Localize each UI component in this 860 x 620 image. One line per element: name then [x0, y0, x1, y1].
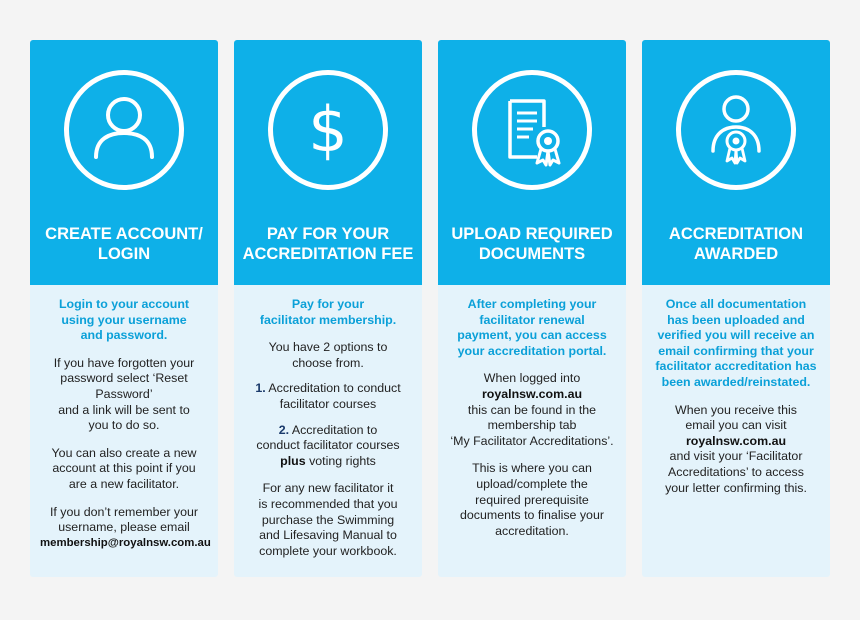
lead-text: Pay for your facilitator membership. [259, 297, 397, 327]
paragraph: You have 2 options to choose from. [268, 340, 388, 370]
user-icon [69, 75, 179, 185]
svg-text:$: $ [308, 93, 348, 166]
card-title: UPLOAD REQUIRED DOCUMENTS [451, 225, 613, 263]
card-body [642, 285, 830, 577]
card-title: ACCREDITATION AWARDED [668, 225, 804, 263]
option-2: 2. Accreditation to conduct facilitator courses plus voting rights [256, 422, 400, 468]
card-header [30, 40, 218, 285]
card-header [438, 40, 626, 285]
card-body [438, 285, 626, 577]
paragraph: If you have forgotten your password select ‘Reset Password’ and a link will be sent to you to do so. [53, 355, 195, 433]
email-link[interactable]: membership@royalnsw.com.au [40, 536, 211, 549]
step-card-upload-documents [438, 40, 626, 577]
lead-text: Login to your account using your username and password. [58, 297, 190, 343]
paragraph: For any new facilitator it is recommended that you purchase the Swimming and Lifesaving Manual to complete your workbook. [258, 481, 398, 558]
icon-ring [64, 70, 184, 190]
step-card-pay-fee [234, 40, 422, 577]
step-card-accreditation-awarded [642, 40, 830, 577]
lead-text: After completing your facilitator renewal payment, you can access your accreditation portal. [457, 297, 607, 358]
dollar-icon [273, 75, 383, 185]
card-header [234, 40, 422, 285]
card-title: CREATE ACCOUNT/ LOGIN [45, 225, 203, 263]
option-1: 1. Accreditation to conduct facilitator courses [255, 381, 401, 411]
icon-ring [268, 70, 388, 190]
site-link[interactable]: royalnsw.com.au [685, 433, 787, 448]
paragraph: When logged into royalnsw.com.au this can be found in the membership tab ‘My Facilitator Accreditations’. [448, 371, 616, 449]
awarded-user-icon [681, 75, 791, 185]
icon-ring [676, 70, 796, 190]
card-header [642, 40, 830, 285]
lead-text: Once all documentation has been uploaded and verified you will receive an email confirming that your facilitator accreditation has been awarded/reinstated. [655, 297, 817, 389]
certificate-icon [477, 75, 587, 185]
paragraph: When you receive this email you can visit royalnsw.com.au and visit your ‘Facilitator Accreditations’ to access your letter confirming this. [652, 403, 820, 497]
card-body [234, 285, 422, 577]
paragraph: This is where you can upload/complete the required prerequisite documents to finalise your accreditation. [460, 461, 604, 538]
paragraph: If you don’t remember your username, please email membership@royalnsw.com.au [40, 505, 208, 552]
paragraph: You can also create a new account at this point if you are a new facilitator. [51, 445, 197, 491]
card-body [30, 285, 218, 577]
card-title: PAY FOR YOUR ACCREDITATION FEE [242, 225, 414, 263]
step-card-create-account [30, 40, 218, 577]
site-link[interactable]: royalnsw.com.au [481, 386, 583, 401]
icon-ring [472, 70, 592, 190]
